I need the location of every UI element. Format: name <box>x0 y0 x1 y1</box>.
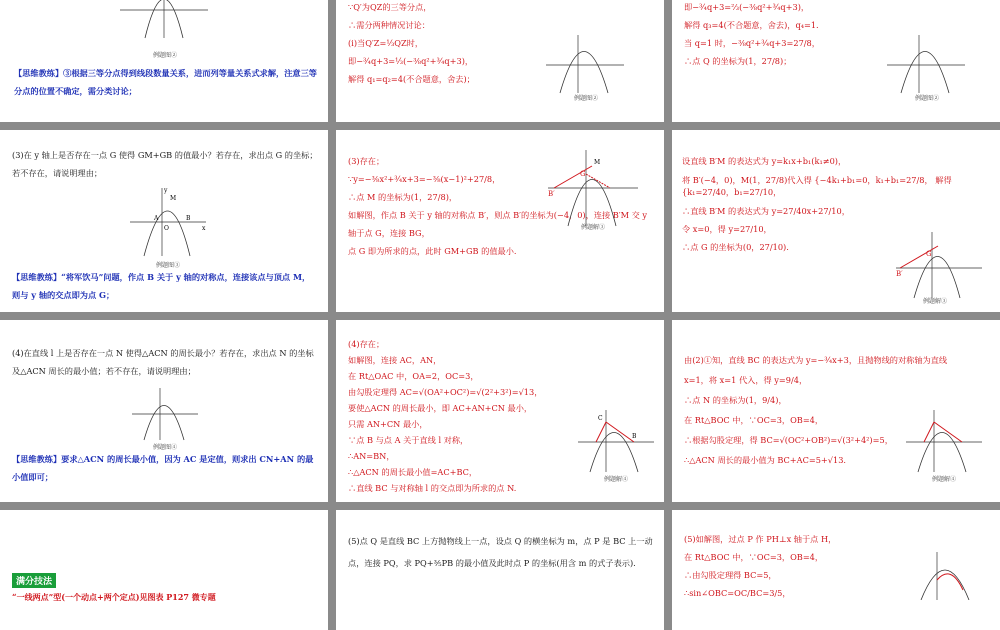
svg-text:M: M <box>594 159 601 166</box>
line: 即−¾q+3=⅔(−⅜q²+¾q+3)， <box>684 2 810 12</box>
svg-text:B: B <box>632 433 637 440</box>
solution-text <box>348 0 538 88</box>
figure-caption: 例题图③ <box>155 262 180 269</box>
line: ∴点 Q 的坐标为(1，27/8)； <box>684 56 792 66</box>
line: ∵Q′为QZ的三等分点， <box>348 2 432 12</box>
line: 在 Rt△BOC 中，∵OC=3，OB=4， <box>684 552 824 562</box>
figure-caption: 例题解③ <box>580 224 605 231</box>
slide-r1c2 <box>672 130 1000 312</box>
hint-text: 【思维教练】③根据三等分点得到线段数量关系，进而列等量关系式求解，注意三等分点的位置不确定，需分类讨论； <box>14 68 317 96</box>
line: 令 x=0，得 y=27/10， <box>682 224 772 234</box>
slide-r1c1 <box>336 130 664 312</box>
line: (5)如解图，过点 P 作 PH⊥x 轴于点 H， <box>684 534 837 544</box>
solution-figure <box>576 408 656 474</box>
line: 只需 AN+CN 最小， <box>348 419 428 429</box>
line: x=1，将 x=1 代入，得 y=9/4， <box>684 375 808 385</box>
line: ∴sin∠OBC=OC/BC=3/5， <box>684 588 791 598</box>
line: ∵y=−⅜x²+¾x+3=−⅜(x−1)²+27/8， <box>348 174 501 184</box>
solution-figure <box>904 408 984 474</box>
figure-caption: 例题解④ <box>931 476 956 483</box>
svg-text:G: G <box>926 250 932 258</box>
figure-caption: 例题图② <box>914 95 939 102</box>
line: ∴直线 B′M 的表达式为 y=27/40x+27/10， <box>682 206 850 216</box>
svg-text:C: C <box>598 415 603 422</box>
question-text: (4)在直线 l 上是否存在一点 N 使得△ACN 的周长最小？若存在，求出点 N 的坐标及△ACN 周长的最小值；若不存在，请说明理由； <box>12 348 314 376</box>
svg-text:B′: B′ <box>896 270 903 278</box>
figure-caption: 例题图② <box>573 95 598 102</box>
line: ∴由勾股定理得 BC=5， <box>684 570 777 580</box>
question-text: (5)点 Q 是直线 BC 上方抛物线上一点，设点 Q 的横坐标为 m，点 P 是 BC 上一动点，连接 PQ，求 PQ+⅗PB 的最小值及此时点 P 的坐标(用含 m 的式子表示). <box>348 536 653 568</box>
line: ∴点 N 的坐标为(1，9/4)， <box>684 395 787 405</box>
line: ∴根据勾股定理，得 BC=√(OC²+OB²)=√(3²+4²)=5， <box>684 435 893 445</box>
svg-text:A: A <box>154 215 159 222</box>
svg-text:B′: B′ <box>548 190 555 198</box>
slide-r0c0 <box>0 0 328 122</box>
line: ∴点 M 的坐标为(1，27/8)， <box>348 192 458 202</box>
figure-caption: 例题图② <box>152 52 177 59</box>
slide-r1c0 <box>0 130 328 312</box>
line: ∴直线 BC 与对称轴 l 的交点即为所求的点 N. <box>348 483 517 493</box>
slide-r0c1 <box>336 0 664 122</box>
solution-text <box>348 336 578 496</box>
line: 解得 q₃=4(不合题意，舍去)，q₄=1. <box>684 20 819 30</box>
solution-figure <box>907 550 987 600</box>
line: (3)存在； <box>348 156 385 166</box>
line: 如解图，作点 B 关于 y 轴的对称点 B′，则点 B′的坐标为(−4，0)，连接 B′M 交 y 轴于点 G，连接 BG， <box>348 210 648 238</box>
figure-caption: 例题图④ <box>152 444 177 451</box>
question-text: (3)在 y 轴上是否存在一点 G 使得 GM+GB 的值最小？若存在，求出点 G 的坐标；若不存在，请说明理由； <box>12 150 318 178</box>
line: 在 Rt△OAC 中，OA=2，OC=3， <box>348 371 479 381</box>
line: (ⅰ)当Q′Z=⅓QZ时， <box>348 38 424 48</box>
solution-text <box>684 0 884 70</box>
slide-r2c0 <box>0 320 328 502</box>
line: 当 q=1 时，−⅜q²+¾q+3=27/8， <box>684 38 820 48</box>
slide-r0c2 <box>672 0 1000 122</box>
line: 要使△ACN 的周长最小，即 AC+AN+CN 最小， <box>348 403 533 413</box>
line: 设直线 B′M 的表达式为 y=k₁x+b₁(k₁≠0)， <box>682 156 847 166</box>
parabola-figure <box>546 35 626 95</box>
svg-text:x: x <box>202 225 206 232</box>
line: 在 Rt△BOC 中，∵OC=3，OB=4， <box>684 415 824 425</box>
svg-text:O: O <box>164 225 169 232</box>
figure-caption: 例题解③ <box>922 298 947 305</box>
line: ∴AN=BN， <box>348 451 395 461</box>
parabola-figure <box>130 386 200 442</box>
svg-text:G: G <box>580 170 586 178</box>
parabola-figure <box>128 186 208 258</box>
line: 由(2)①知，直线 BC 的表达式为 y=−¾x+3，且抛物线的对称轴为直线 <box>684 355 948 365</box>
line: ∴需分两种情况讨论： <box>348 20 430 30</box>
slide-r3c2 <box>672 510 1000 630</box>
line: 将 B′(−4，0)，M(1，27/8)代入得 {−4k₁+b₁=0，k₁+b₁=27/8， 解得 {k₁=27/40，b₁=27/10， <box>682 175 952 197</box>
reference-text: “一线两点”型(一个动点+两个定点)见图表 P127 微专题 <box>12 592 216 602</box>
slide-r3c0 <box>0 510 328 630</box>
svg-text:B: B <box>186 215 191 222</box>
line: ∴△ACN 周长的最小值为 BC+AC=5+√13. <box>684 455 847 465</box>
solution-figure <box>546 148 641 228</box>
line: 即−¾q+3=⅓(−⅜q²+¾q+3)， <box>348 56 474 66</box>
parabola-figure <box>887 35 967 95</box>
parabola-figure <box>120 0 210 40</box>
slide-r2c2 <box>672 320 1000 502</box>
line: 如解图，连接 AC，AN， <box>348 355 442 365</box>
svg-text:y: y <box>164 187 168 194</box>
line: ∵点 B 与点 A 关于直线 l 对称， <box>348 435 469 445</box>
line: ∴△ACN 的周长最小值=AC+BC， <box>348 467 478 477</box>
slide-r3c1 <box>336 510 664 630</box>
line: 解得 q₁=q₂=4(不合题意，舍去)； <box>348 74 475 84</box>
line: (4)存在； <box>348 339 385 349</box>
solution-figure <box>894 230 984 300</box>
solution-text <box>684 530 914 602</box>
technique-badge: 满分技法 <box>12 573 56 588</box>
slide-r2c1 <box>336 320 664 502</box>
line: 由勾股定理得 AC=√(OA²+OC²)=√(2²+3²)=√13， <box>348 387 543 397</box>
svg-text:M: M <box>170 195 177 202</box>
hint-text: 【思维教练】要求△ACN 的周长最小值，因为 AC 是定值，则求出 CN+AN 的最小值即可； <box>12 454 314 482</box>
line: 点 G 即为所求的点，此时 GM+GB 的值最小. <box>348 246 517 256</box>
figure-caption: 例题解④ <box>603 476 628 483</box>
hint-text: 【思维教练】“将军饮马”问题，作点 B 关于 y 轴的对称点，连接该点与顶点 M，则与 y 轴的交点即为点 G； <box>12 272 311 300</box>
line: ∴点 G 的坐标为(0，27/10). <box>682 242 789 252</box>
